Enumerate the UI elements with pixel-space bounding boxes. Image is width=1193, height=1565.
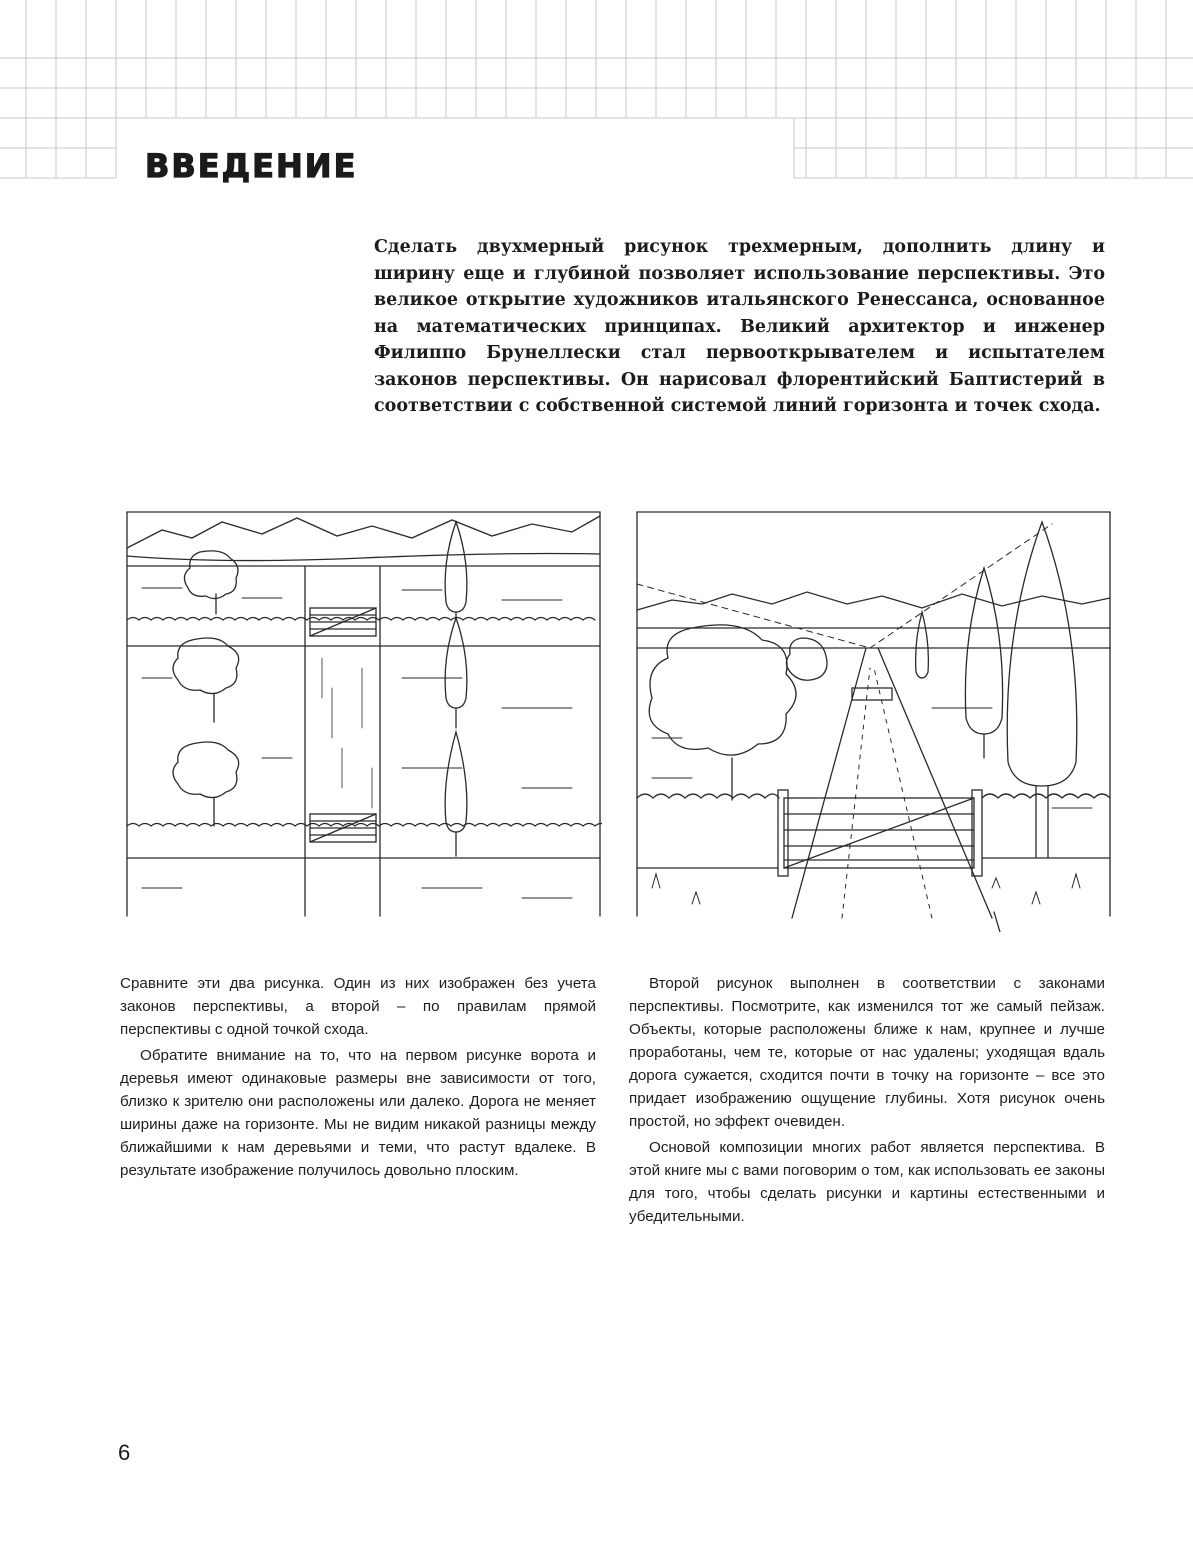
page-number: 6	[118, 1440, 131, 1465]
illustration-perspective-landscape	[632, 508, 1112, 932]
illustration-flat-landscape	[122, 508, 602, 920]
right-paragraph-2: Основой композиции многих работ является перспектива. В этой книге мы с вами поговорим о том, как использовать ее законы для того, чтобы сделать рисунки и картины естественными и убедительными.	[629, 1139, 1105, 1225]
left-paragraph-2: Обратите внимание на то, что на первом рисунке ворота и деревья имеют одинаковые размеры вне зависимости от того, близко к зрителю они расположены или далеко. Дорога не меняет ширины даже на горизонте. Мы не видим никакой разницы между ближайшими к нам деревьями и теми, что растут вдалеке. В результате изображение получилось довольно плоским.	[120, 1047, 596, 1179]
lead-paragraph: Сделать двухмерный рисунок трехмерным, дополнить длину и ширину еще и глубиной позволяет использование перспективы. Это великое открытие художников итальянского Ренессанса, основанное на математических принципах. Великий архитектор и инженер Филиппо Брунеллески стал первооткрывателем и испытателем законов перспективы. Он нарисовал флорентийский Баптистерий в соответствии с собственной системой линий горизонта и точек схода.	[374, 237, 1105, 416]
page-title: ВВЕДЕНИЕ	[145, 147, 358, 185]
right-paragraph-1: Второй рисунок выполнен в соответствии с законами перспективы. Посмотрите, как изменился тот же самый пейзаж. Объекты, которые расположены ближе к нам, крупнее и лучше проработаны, чем те, которые от нас удалены; уходящая вдаль дорога сужается, сходится почти в точку на горизонте – все это придает изображению ощущение глубины. Хотя рисунок очень простой, но эффект очевиден.	[629, 975, 1105, 1130]
left-text-column	[120, 972, 596, 1185]
left-paragraph-1: Сравните эти два рисунка. Один из них изображен без учета законов перспективы, а второй – по правилам прямой перспективы с одной точкой схода.	[120, 975, 596, 1038]
right-text-column	[629, 972, 1105, 1231]
